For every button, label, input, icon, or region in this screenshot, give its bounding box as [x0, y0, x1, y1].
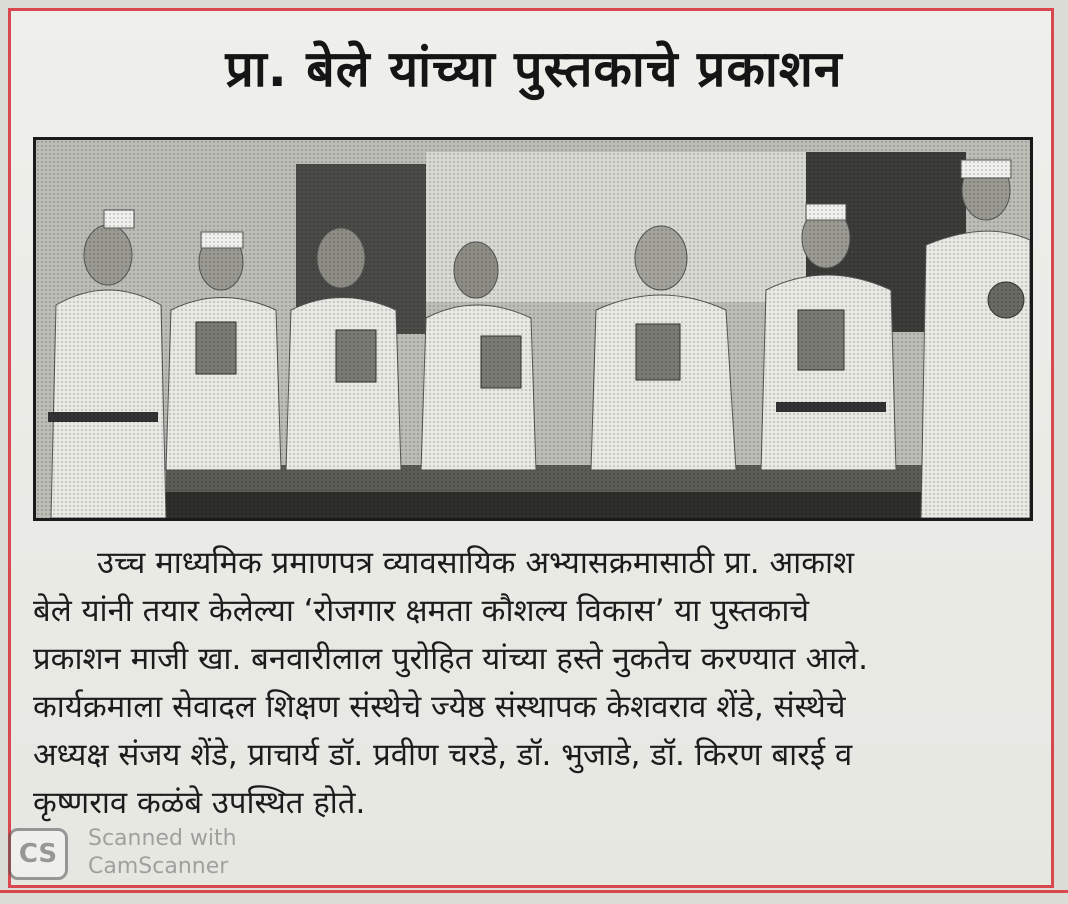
body-line-3: प्रकाशन माजी खा. बनवारीलाल पुरोहित यांच्या हस्ते नुकतेच करण्यात आले. [33, 641, 869, 677]
bottom-red-rule [0, 890, 1068, 893]
camscanner-logo-icon: CS [8, 828, 68, 880]
body-line-5: अध्यक्ष संजय शेंडे, प्राचार्य डॉ. प्रवीण चरडे, डॉ. भुजाडे, डॉ. किरण बारई व [33, 737, 853, 773]
watermark-line-1: Scanned with [88, 826, 237, 851]
photo-illustration [36, 140, 1030, 518]
scanner-watermark [8, 828, 308, 886]
headline: प्रा. बेले यांच्या पुस्तकाचे प्रकाशन [225, 40, 843, 98]
body-line-2: बेले यांनी तयार केलेल्या ‘रोजगार क्षमता कौशल्य विकास’ या पुस्तकाचे [33, 593, 810, 629]
article-body [33, 539, 1043, 827]
newspaper-clipping [8, 8, 1054, 888]
body-line-1: उच्च माध्यमिक प्रमाणपत्र व्यावसायिक अभ्यासक्रमासाठी प्रा. आकाश [97, 545, 855, 581]
event-photo [33, 137, 1033, 521]
watermark-line-2: CamScanner [88, 854, 229, 879]
body-line-6: कृष्णराव कळंबे उपस्थित होते. [33, 785, 366, 821]
body-line-4: कार्यक्रमाला सेवादल शिक्षण संस्थेचे ज्येष्ठ संस्थापक केशवराव शेंडे, संस्थेचे [33, 689, 846, 725]
